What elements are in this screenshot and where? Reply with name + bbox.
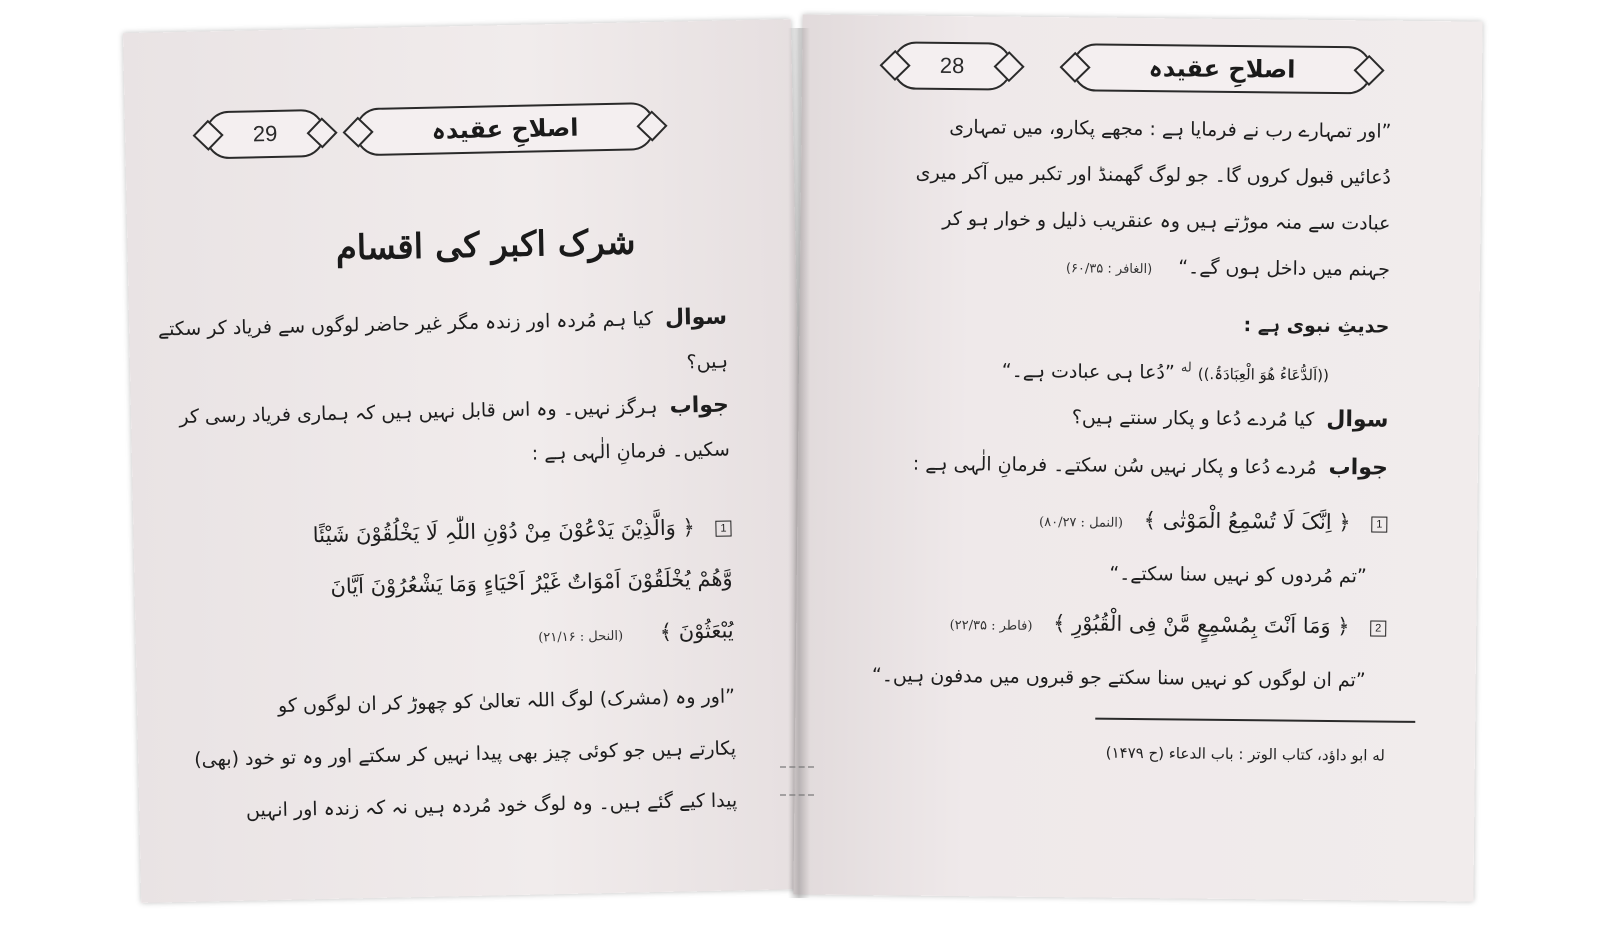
right-page [793,14,1482,901]
hadith-block [849,299,1390,398]
para-line-1: ”اور تمہارے رب نے فرمایا ہے : مجھے پکارو، میں تمہاری [949,116,1392,143]
verse-1-translation: ”تم مُردوں کو نہیں سنا سکتے۔“ [1109,562,1367,588]
para-line-4 [850,241,1390,296]
answer-text-1: ہرگز نہیں۔ وہ اس قابل نہیں ہیں کہ ہماری فریاد رسی کر [179,395,658,428]
quran-line-3 [173,604,734,672]
verse-2-arabic: ﴿ وَمَا اَنْتَ بِمُسْمِعٍ مَّنْ فِی الْقُبُوْرِ ﴾ [1053,611,1350,639]
footnote-marker: له [1180,360,1192,376]
hadith-line [849,343,1389,398]
page-number-cartouche [205,109,326,160]
verse-1-reference: (النمل : ۸۰/۲۷) [1038,514,1124,531]
page-number-cartouche [892,41,1012,90]
answer-label: جواب [1328,454,1389,481]
left-page [123,19,809,903]
item-number-box: 1 [715,520,731,536]
hadith-translation: ”دُعا ہی عبادت ہے۔“ [1001,359,1175,384]
question-line-2: ہیں؟ [686,350,729,374]
opening-paragraph [850,103,1392,296]
para-text-4: جہنم میں داخل ہوں گے۔“ [1178,256,1391,281]
verse-1-arabic: ﴿ اِنَّکَ لَا تُسْمِعُ الْمَوْتٰی ﴾ [1143,508,1351,535]
footnote: له ابو داؤد، کتاب الوتر : باب الدعاء (ح ۱۴۷۹) [1105,743,1385,765]
title-cartouche [1072,43,1372,94]
header-title: اصلاحِ عقیدہ [431,113,579,145]
quran-reference: (النحل : ۲۱/۱۶) [538,628,624,646]
verse-1-block [847,491,1388,601]
footnote-divider [1095,718,1415,723]
open-booklet [120,18,1490,908]
header-title: اصلاحِ عقیدہ [1148,54,1296,84]
question-label: سوال [664,304,728,331]
right-page-header [872,41,1433,99]
verse-2-line [846,595,1387,657]
verse-2-reference: (فاطر : ۲۲/۳۵) [949,618,1033,634]
quran-text-1: ﴿ وَالَّذِیْنَ یَدْعُوْنَ مِنْ دُوْنِ اللّٰہِ لَا یَخْلُقُوْنَ شَیْئًا [312,515,696,548]
question-text: کیا مُردے دُعا و پکار سنتے ہیں؟ [1071,406,1315,431]
question-block [157,296,731,484]
question-text-1: کیا ہم مُردہ اور زندہ مگر غیر حاضر لوگوں سے فریاد کر سکتے [157,308,654,341]
page-number: 28 [939,52,965,79]
question-label: سوال [1326,406,1389,433]
quran-text-3: یُبْعَثُوْنَ ﴾ [659,618,734,644]
binding-stitch [780,766,814,796]
para-line-2: دُعائیں قبول کروں گا۔ جو لوگ گھمنڈ اور تکبر میں آکر میری [915,161,1392,189]
section-heading: شرک اکبر کی اقسام [335,222,636,269]
quran-line-2: وَّھُمْ یُخْلَقُوْنَ اَمْوَاتٌ غَیْرُ اَحْیَاءٍ وَمَا یَشْعُرُوْنَ اَیَّانَ [330,566,733,599]
left-page-header [195,100,736,163]
verse-2-block [845,595,1386,705]
translation-block [175,670,738,838]
qa-block [848,391,1389,493]
item-2-number-box: 2 [1370,620,1386,636]
answer-line [848,439,1388,493]
answer-text: مُردے دُعا و پکار نہیں سُن سکتے۔ فرمانِ الٰہی ہے : [912,452,1317,479]
title-cartouche [355,102,656,156]
verse-1-line [847,491,1388,553]
quran-verse-block [171,500,734,672]
para-line-3: عبادت سے منہ موڑتے ہیں وہ عنقریب ذلیل و خوار ہو کر [942,207,1391,235]
item-1-number-box: 1 [1371,516,1387,532]
answer-label: جواب [669,392,730,419]
translation-line-2: پکارتے ہیں جو کوئی چیز بھی پیدا نہیں کر سکتے اور وہ تو خود (بھی) [194,737,737,771]
page-number: 29 [252,120,278,147]
question-line [848,391,1388,445]
translation-line-1: ”اور وہ (مشرک) لوگ اللہ تعالیٰ کو چھوڑ کر ان لوگوں کو [277,685,736,717]
para-reference: (الغافر : ۶۰/۳۵) [1065,261,1153,278]
hadith-arabic: ((اَلدُّعَاءُ ھُوَ الْعِبَادَۃُ.)) [1197,364,1329,385]
hadith-intro: حدیثِ نبوی ہے : [1243,314,1390,338]
translation-line-3: پیدا کیے گئے ہیں۔ وہ لوگ خود مُردہ ہیں نہ کہ زندہ اور انہیں [245,789,738,822]
answer-line-2: سکیں۔ فرمانِ الٰہی ہے : [531,438,731,465]
verse-2-translation: ”تم ان لوگوں کو نہیں سنا سکتے جو قبروں میں مدفون ہیں۔“ [871,664,1366,692]
